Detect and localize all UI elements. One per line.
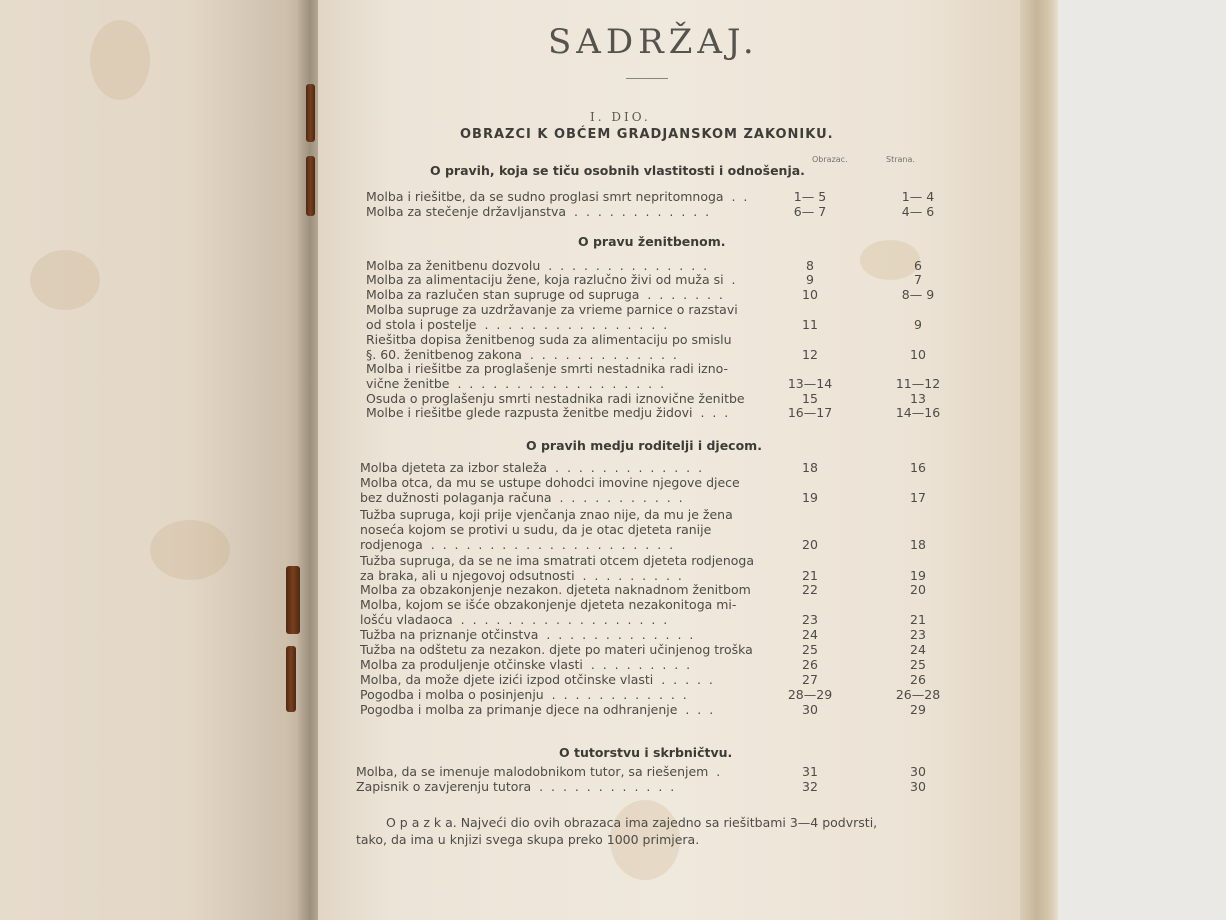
binding-stitch xyxy=(286,646,296,712)
page-number: 25 xyxy=(910,657,926,672)
toc-entry xyxy=(360,582,980,597)
entry-text: od stola i postelje . . . . . . . . . . . . . . . . xyxy=(366,317,668,332)
toc-entry xyxy=(360,642,980,657)
page-number: 18 xyxy=(910,537,926,552)
page-number: 11—12 xyxy=(895,376,941,391)
paper-stain xyxy=(30,250,100,310)
form-number: 16—17 xyxy=(787,405,833,420)
form-number: 18 xyxy=(802,460,818,475)
entry-text: Molba za stečenje državljanstva . . . . . . . . . . . . xyxy=(366,204,710,219)
toc-entry xyxy=(366,391,986,406)
page-number: 23 xyxy=(910,627,926,642)
page-number: 7 xyxy=(914,272,922,287)
entry-text: Molba i riešitbe, da se sudno proglasi smrt nepritomnoga . . xyxy=(366,189,748,204)
entry-text: Molba otca, da mu se ustupe dohodci imovine njegove djece xyxy=(360,475,740,490)
page-number: 10 xyxy=(910,347,926,362)
form-number: 8 xyxy=(806,258,814,273)
page-number: 4— 6 xyxy=(901,204,935,219)
column-header-form: Obrazac. xyxy=(812,155,848,164)
page-number: 1— 4 xyxy=(901,189,935,204)
toc-entry xyxy=(366,204,986,219)
entry-text: Molba, kojom se išće obzakonjenje djeteta nezakonitoga mi- xyxy=(360,597,737,612)
entry-text: Molba, da može djete izići izpod otčinske vlasti . . . . . xyxy=(360,672,713,687)
entry-text: Tužba supruga, koji prije vjenčanja znao nije, da mu je žena xyxy=(360,507,733,522)
page-edge xyxy=(1020,0,1062,920)
entry-text: vične ženitbe . . . . . . . . . . . . . . . . . . xyxy=(366,376,665,391)
form-number: 24 xyxy=(802,627,818,642)
entry-text: rodjenoga . . . . . . . . . . . . . . . . . . . . . xyxy=(360,537,674,552)
paper-stain xyxy=(90,20,150,100)
page-number: 30 xyxy=(910,779,926,794)
page-number: 16 xyxy=(910,460,926,475)
section-heading: O pravih, koja se tiču osobnih vlastitosti i odnošenja. xyxy=(430,163,805,178)
form-number: 23 xyxy=(802,612,818,627)
page-number: 8— 9 xyxy=(901,287,935,302)
toc-entry xyxy=(360,475,980,505)
form-number: 11 xyxy=(802,317,818,332)
entry-text: Molbe i riešitbe glede razpusta ženitbe medju židovi . . . xyxy=(366,405,729,420)
entry-text: Molba za obzakonjenje nezakon. djeteta naknadnom ženitbom xyxy=(360,582,751,597)
form-number: 31 xyxy=(802,764,818,779)
toc-entry xyxy=(360,553,980,583)
entry-text: Molba za produljenje otčinske vlasti . . . . . . . . . xyxy=(360,657,691,672)
entry-text: Molba supruge za uzdržavanje za vrieme parnice o razstavi xyxy=(366,302,738,317)
page-number: 14—16 xyxy=(895,405,941,420)
form-number: 12 xyxy=(802,347,818,362)
page-number: 6 xyxy=(914,258,922,273)
form-number: 27 xyxy=(802,672,818,687)
entry-text: Molba za razlučen stan supruge od supruga . . . . . . . xyxy=(366,287,723,302)
binding-stitch xyxy=(306,156,315,216)
form-number: 25 xyxy=(802,642,818,657)
entry-text: Osuda o proglašenju smrti nestadnika radi iznovične ženitbe xyxy=(366,391,745,406)
page-number: 26—28 xyxy=(895,687,941,702)
form-number: 1— 5 xyxy=(793,189,827,204)
form-number: 15 xyxy=(802,391,818,406)
entry-text: Tužba supruga, da se ne ima smatrati otcem djeteta rodjenoga xyxy=(360,553,755,568)
form-number: 9 xyxy=(806,272,814,287)
section-heading: O pravih medju roditelji i djecom. xyxy=(526,438,762,453)
toc-entry xyxy=(360,460,980,475)
entry-text: Zapisnik o zavjerenju tutora . . . . . . . . . . . . xyxy=(356,779,675,794)
entry-text: za braka, ali u njegovoj odsutnosti . . . . . . . . . xyxy=(360,568,682,583)
entry-text: Riešitba dopisa ženitbenog suda za alimentaciju po smislu xyxy=(366,332,732,347)
part-label: I. DIO. xyxy=(590,110,651,124)
binding-stitch xyxy=(286,566,300,634)
entry-text: Molba, da se imenuje malodobnikom tutor, sa riešenjem . xyxy=(356,764,721,779)
toc-entry xyxy=(356,779,976,794)
page-number: 19 xyxy=(910,568,926,583)
toc-entry xyxy=(366,287,986,302)
toc-entry xyxy=(360,597,980,627)
entry-text: lošću vladaoca . . . . . . . . . . . . . . . . . . xyxy=(360,612,668,627)
entry-text: Molba za ženitbenu dozvolu . . . . . . . . . . . . . . xyxy=(366,258,708,273)
page-number: 26 xyxy=(910,672,926,687)
page-number: 29 xyxy=(910,702,926,717)
toc-entry xyxy=(356,764,976,779)
entry-text: Pogodba i molba za primanje djece na odhranjenje . . . xyxy=(360,702,714,717)
toc-entry xyxy=(366,332,986,362)
form-number: 22 xyxy=(802,582,818,597)
form-number: 32 xyxy=(802,779,818,794)
entry-text: Molba djeteta za izbor staleža . . . . . . . . . . . . . xyxy=(360,460,703,475)
binding-stitch xyxy=(306,84,315,142)
toc-entry xyxy=(366,361,986,391)
title-divider xyxy=(626,78,668,79)
section-heading: O pravu ženitbenom. xyxy=(578,234,726,249)
entry-text: Tužba na odštetu za nezakon. djete po materi učinjenog troška xyxy=(360,642,753,657)
entry-text: bez dužnosti polaganja računa . . . . . . . . . . . xyxy=(360,490,683,505)
toc-entry xyxy=(366,302,986,332)
footnote-line: tako, da ima u knjizi svega skupa preko 1000 primjera. xyxy=(356,832,700,847)
page-number: 21 xyxy=(910,612,926,627)
toc-entry xyxy=(366,405,986,420)
toc-entry xyxy=(360,627,980,642)
column-header-page: Strana. xyxy=(886,155,915,164)
page-number: 9 xyxy=(914,317,922,332)
toc-entry xyxy=(360,507,980,552)
paper-stain xyxy=(150,520,230,580)
page-title: SADRŽAJ. xyxy=(548,22,759,62)
page-number: 30 xyxy=(910,764,926,779)
page-number: 13 xyxy=(910,391,926,406)
form-number: 26 xyxy=(802,657,818,672)
toc-entry xyxy=(366,258,986,273)
entry-text: Pogodba i molba o posinjenju . . . . . . . . . . . . xyxy=(360,687,687,702)
toc-entry xyxy=(360,687,980,702)
entry-text: Tužba na priznanje otčinstva . . . . . . . . . . . . . xyxy=(360,627,694,642)
toc-entry xyxy=(360,672,980,687)
form-number: 28—29 xyxy=(787,687,833,702)
entry-text: Molba i riešitbe za proglašenje smrti nestadnika radi izno- xyxy=(366,361,729,376)
part-subtitle: OBRAZCI K OBĆEM GRADJANSKOM ZAKONIKU. xyxy=(460,127,834,142)
form-number: 13—14 xyxy=(787,376,833,391)
page-number: 20 xyxy=(910,582,926,597)
form-number: 10 xyxy=(802,287,818,302)
form-number: 20 xyxy=(802,537,818,552)
entry-text: Molba za alimentaciju žene, koja razlučno živi od muža si . xyxy=(366,272,736,287)
toc-entry xyxy=(366,272,986,287)
left-page xyxy=(0,0,312,920)
form-number: 30 xyxy=(802,702,818,717)
form-number: 19 xyxy=(802,490,818,505)
toc-entry xyxy=(366,189,986,204)
footnote-line: O p a z k a. Najveći dio ovih obrazaca ima zajedno sa riešitbami 3—4 podvrsti, xyxy=(386,815,878,830)
entry-text: §. 60. ženitbenog zakona . . . . . . . . . . . . . xyxy=(366,347,677,362)
entry-text: noseća kojom se protivi u sudu, da je otac djeteta ranije xyxy=(360,522,712,537)
section-heading: O tutorstvu i skrbničtvu. xyxy=(559,745,733,760)
page-number: 24 xyxy=(910,642,926,657)
toc-entry xyxy=(360,702,980,717)
page-number: 17 xyxy=(910,490,926,505)
toc-entry xyxy=(360,657,980,672)
desk-surface xyxy=(1058,0,1226,920)
form-number: 6— 7 xyxy=(793,204,827,219)
form-number: 21 xyxy=(802,568,818,583)
